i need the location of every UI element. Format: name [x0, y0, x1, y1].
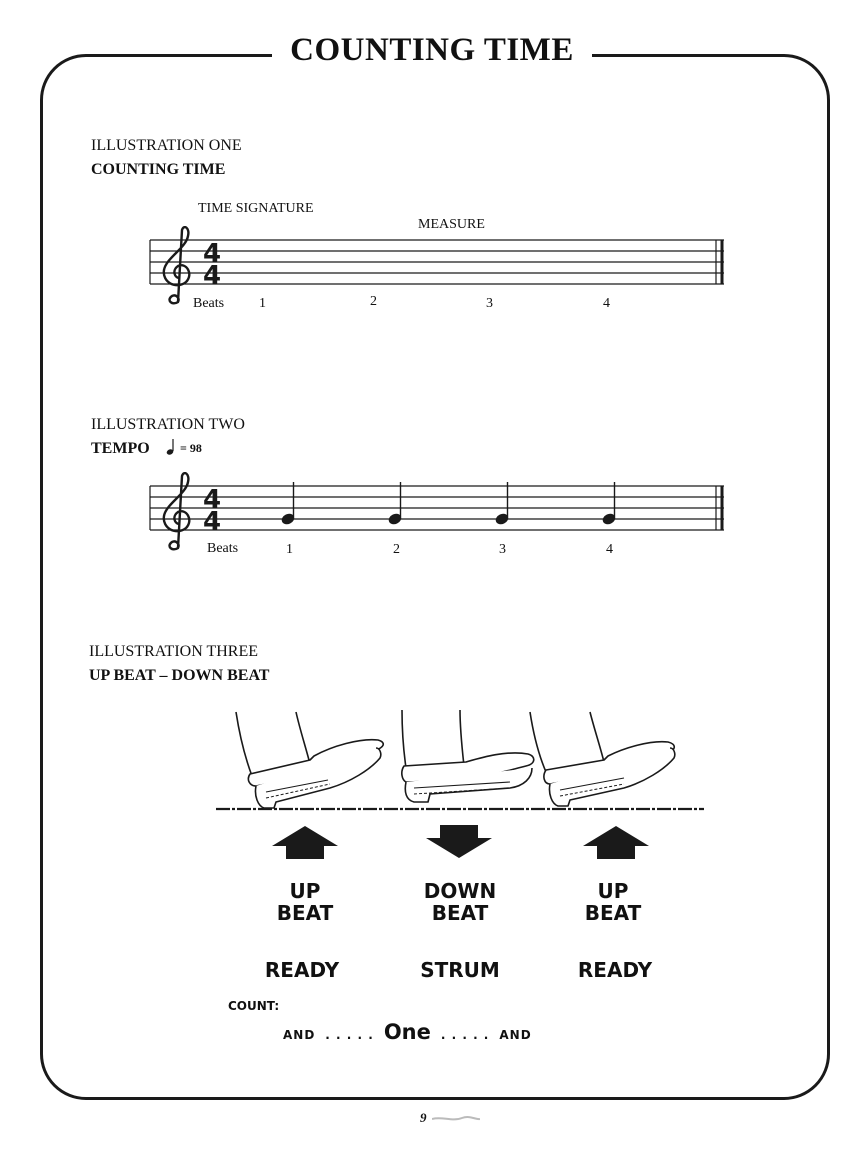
beat-number: 4 [606, 542, 613, 557]
treble-clef-icon [164, 473, 190, 549]
beat-label [400, 880, 520, 924]
up-arrow-icon [581, 824, 651, 860]
beat-number: 1 [286, 542, 293, 557]
staff-one [148, 226, 728, 312]
illustration-two-label: ILLUSTRATION TWO [91, 416, 245, 433]
illustration-two-heading: TEMPO [91, 440, 150, 457]
beat-number: 2 [393, 542, 400, 557]
beat-number: 3 [486, 296, 493, 311]
page-number [420, 1110, 490, 1130]
beat-label-line2: BEAT [431, 901, 489, 925]
beats-label: Beats [207, 541, 239, 556]
count-dots: . . . . . [325, 1028, 374, 1042]
illustration-three-heading: UP BEAT – DOWN BEAT [89, 667, 270, 684]
quarter-note-icon [280, 482, 296, 526]
beat-label [245, 880, 365, 924]
time-signature-top: 4 [202, 239, 222, 269]
beat-label [553, 880, 673, 924]
page-number-flourish-icon [432, 1114, 480, 1124]
count-and-start: AND [283, 1028, 316, 1042]
action-label: READY [577, 958, 653, 982]
up-arrow-icon [270, 824, 340, 860]
page-number-text: 9 [420, 1110, 427, 1125]
time-signature-bottom: 4 [202, 507, 222, 537]
tapping-feet-illustration [210, 708, 710, 816]
illustration-three-label: ILLUSTRATION THREE [89, 643, 259, 660]
time-signature-top: 4 [202, 485, 222, 515]
beat-label-line1: DOWN [423, 879, 497, 903]
beat-label-line2: BEAT [584, 901, 642, 925]
quarter-note-icon [494, 482, 510, 526]
beat-label-line1: UP [597, 879, 629, 903]
beat-number: 3 [499, 542, 506, 557]
time-signature-bottom: 4 [202, 261, 222, 291]
quarter-note-icon [166, 438, 178, 456]
time-signature-label: TIME SIGNATURE [198, 201, 314, 216]
tempo-value: = 98 [180, 441, 202, 455]
page-title: COUNTING TIME [272, 32, 592, 69]
count-dots: . . . . . [440, 1028, 490, 1042]
page-frame [40, 54, 830, 1100]
foot-icon [530, 712, 675, 806]
quarter-note-icon [387, 482, 403, 526]
count-label: COUNT: [228, 999, 280, 1013]
beat-number: 2 [370, 294, 377, 309]
beat-number: 4 [603, 296, 610, 311]
beat-label-line2: BEAT [276, 901, 334, 925]
beat-number: 1 [259, 296, 266, 311]
down-arrow-icon [424, 824, 494, 860]
beat-label-line1: UP [289, 879, 321, 903]
treble-clef-icon [164, 227, 190, 303]
illustration-one-heading: COUNTING TIME [91, 161, 226, 178]
count-one: One [383, 1020, 431, 1044]
illustration-one-label: ILLUSTRATION ONE [91, 137, 242, 154]
count-sequence [283, 1020, 532, 1044]
measure-label: MEASURE [418, 217, 485, 232]
quarter-note-icon [601, 482, 617, 526]
count-and-end: AND [499, 1028, 532, 1042]
foot-icon [236, 712, 383, 808]
action-label: READY [264, 958, 340, 982]
foot-icon [402, 710, 534, 802]
action-label: STRUM [420, 958, 500, 982]
page-title-bar [0, 32, 864, 69]
beats-label: Beats [193, 296, 225, 311]
